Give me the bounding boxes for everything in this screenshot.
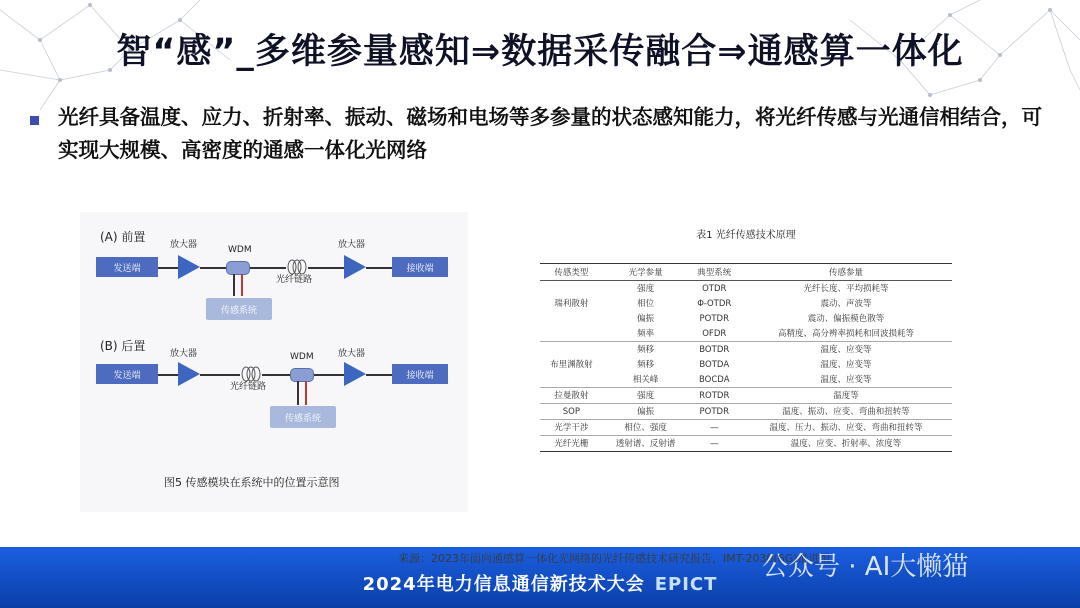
table-cell: 温度、应变、折射率、浓度等 <box>740 436 952 452</box>
table-cell: 光学干涉 <box>540 420 603 436</box>
table-cell: 相关峰 <box>632 374 659 385</box>
table-cell: Φ-OTDR <box>697 298 732 309</box>
table-cell: 相位 <box>637 298 655 309</box>
table-cell: OFDR <box>702 328 727 339</box>
wdm-label-b: WDM <box>290 352 314 362</box>
link-line <box>250 267 286 269</box>
table-cell: 光纤光栅 <box>540 436 603 452</box>
link-line <box>314 374 344 376</box>
send-block-b: 发送端 <box>96 364 158 384</box>
table-header-row <box>540 264 952 281</box>
table-cell: BOTDR <box>689 342 740 358</box>
table-cell: 光纤长度、平均损耗等 <box>803 283 889 294</box>
table-cell: BOCDA <box>698 374 730 385</box>
table-cell: ROTDR <box>689 388 740 404</box>
figure-caption: 图5 传感模块在系统中的位置示意图 <box>164 476 340 489</box>
table-row <box>540 296 952 311</box>
table-cell: POTDR <box>689 404 740 420</box>
table-cell <box>540 281 603 297</box>
table-row <box>540 420 952 436</box>
table-row <box>540 404 952 420</box>
table-cell: 强度 <box>637 283 655 294</box>
table-cell: 透射谱、反射谱 <box>603 436 689 452</box>
table-cell: 温度、应变等 <box>820 359 872 370</box>
amplifier-label-a1: 放大器 <box>170 240 198 250</box>
table-row <box>540 357 952 372</box>
amplifier-label-b2: 放大器 <box>338 349 366 359</box>
wdm-coupler-icon <box>226 261 250 275</box>
table-row <box>540 372 952 388</box>
sensing-system-block-b: 传感系统 <box>270 406 336 428</box>
table-header: 光学参量 <box>603 264 689 281</box>
link-line <box>158 267 178 269</box>
conference-brand: EPICT <box>654 574 718 595</box>
amplifier-triangle-icon <box>344 255 366 279</box>
link-line <box>366 267 392 269</box>
bullet-text: 光纤具备温度、应力、折射率、振动、磁场和电场等多参量的状态感知能力，将光纤传感与光通信相结合，可实现大规模、高密度的通感一体化光网络 <box>58 105 1042 162</box>
table-row <box>540 436 952 452</box>
sensing-principle-table <box>540 263 952 452</box>
wdm-label-a: WDM <box>228 245 252 255</box>
amplifier-triangle-icon <box>178 362 200 386</box>
sensing-position-figure <box>80 212 468 512</box>
link-line <box>297 381 299 405</box>
table-cell: OTDR <box>702 283 727 294</box>
table-cell: 高精度、高分辨率损耗和回波损耗等 <box>777 328 914 339</box>
link-line <box>262 374 290 376</box>
table-cell: 偏振 <box>603 404 689 420</box>
table-title: 表1 光纤传感技术原理 <box>696 230 796 241</box>
table-row <box>540 326 952 342</box>
table-row <box>540 342 952 358</box>
table-cell <box>540 372 603 388</box>
table-cell: — <box>689 436 740 452</box>
table-cell: 频移 <box>603 342 689 358</box>
table-cell: — <box>689 420 740 436</box>
table-cell <box>540 326 603 342</box>
sensing-system-block-a: 传感系统 <box>206 298 272 320</box>
amplifier-triangle-icon <box>178 255 200 279</box>
table-cell: 拉曼散射 <box>540 388 603 404</box>
table-cell: 震动、声波等 <box>820 298 872 309</box>
amplifier-label-a2: 放大器 <box>338 240 366 250</box>
table-cell: 布里渊散射 <box>550 359 593 370</box>
table-cell: 温度、压力、振动、应变、弯曲和扭转等 <box>740 420 952 436</box>
table-header: 传感参量 <box>740 264 952 281</box>
link-line <box>366 374 392 376</box>
receive-block-a: 接收端 <box>392 257 448 277</box>
table-cell: SOP <box>540 404 603 420</box>
watermark: 公众号 · AI大懒猫 <box>762 552 969 582</box>
figure-a-label: (A) 前置 <box>100 230 146 244</box>
table-cell: BOTDA <box>699 359 730 370</box>
table-cell: 相位、强度 <box>603 420 689 436</box>
conference-name: 2024年电力信息通信新技术大会 <box>362 574 645 595</box>
table-cell: 震动、偏振模色散等 <box>807 313 885 324</box>
send-block-a: 发送端 <box>96 257 158 277</box>
figure-b-label: (B) 后置 <box>100 339 146 353</box>
table-cell <box>540 342 603 358</box>
fiber-link-label-b: 光纤链路 <box>230 382 267 392</box>
fiber-link-label-a: 光纤链路 <box>276 275 313 285</box>
table-cell: 频率 <box>637 328 655 339</box>
table-cell <box>540 311 603 326</box>
wdm-coupler-icon <box>290 368 314 382</box>
table-cell: 瑞利散射 <box>554 298 589 309</box>
link-line <box>200 374 240 376</box>
table-row <box>540 281 952 297</box>
table-cell: 频移 <box>637 359 655 370</box>
table-row <box>540 388 952 404</box>
link-line <box>305 381 307 405</box>
link-line <box>200 267 226 269</box>
receive-block-b: 接收端 <box>392 364 448 384</box>
table-cell: 偏振 <box>637 313 655 324</box>
link-line <box>233 274 235 296</box>
table-cell: 温度、振动、应变、弯曲和扭转等 <box>740 404 952 420</box>
table-header: 传感类型 <box>540 264 603 281</box>
table-row <box>540 311 952 326</box>
link-line <box>158 374 178 376</box>
table-cell: 温度等 <box>740 388 952 404</box>
link-line <box>308 267 344 269</box>
table-cell: 温度、应变等 <box>820 374 872 385</box>
table-cell: 温度、应变等 <box>740 342 952 358</box>
slide-title: 智“感”_多维参量感知⇒数据采传融合⇒通感算一体化 <box>116 32 964 72</box>
table-cell: 强度 <box>603 388 689 404</box>
table-cell: POTDR <box>699 313 729 324</box>
amplifier-triangle-icon <box>344 362 366 386</box>
bullet-square-icon <box>30 116 39 125</box>
source-note: 来源：2023年面向通感算一体化光网络的光纤传感技术研究报告，IMT-2030(6G)推进组 <box>398 552 831 565</box>
link-line <box>241 274 243 296</box>
table-header: 典型系统 <box>689 264 740 281</box>
amplifier-label-b1: 放大器 <box>170 349 198 359</box>
